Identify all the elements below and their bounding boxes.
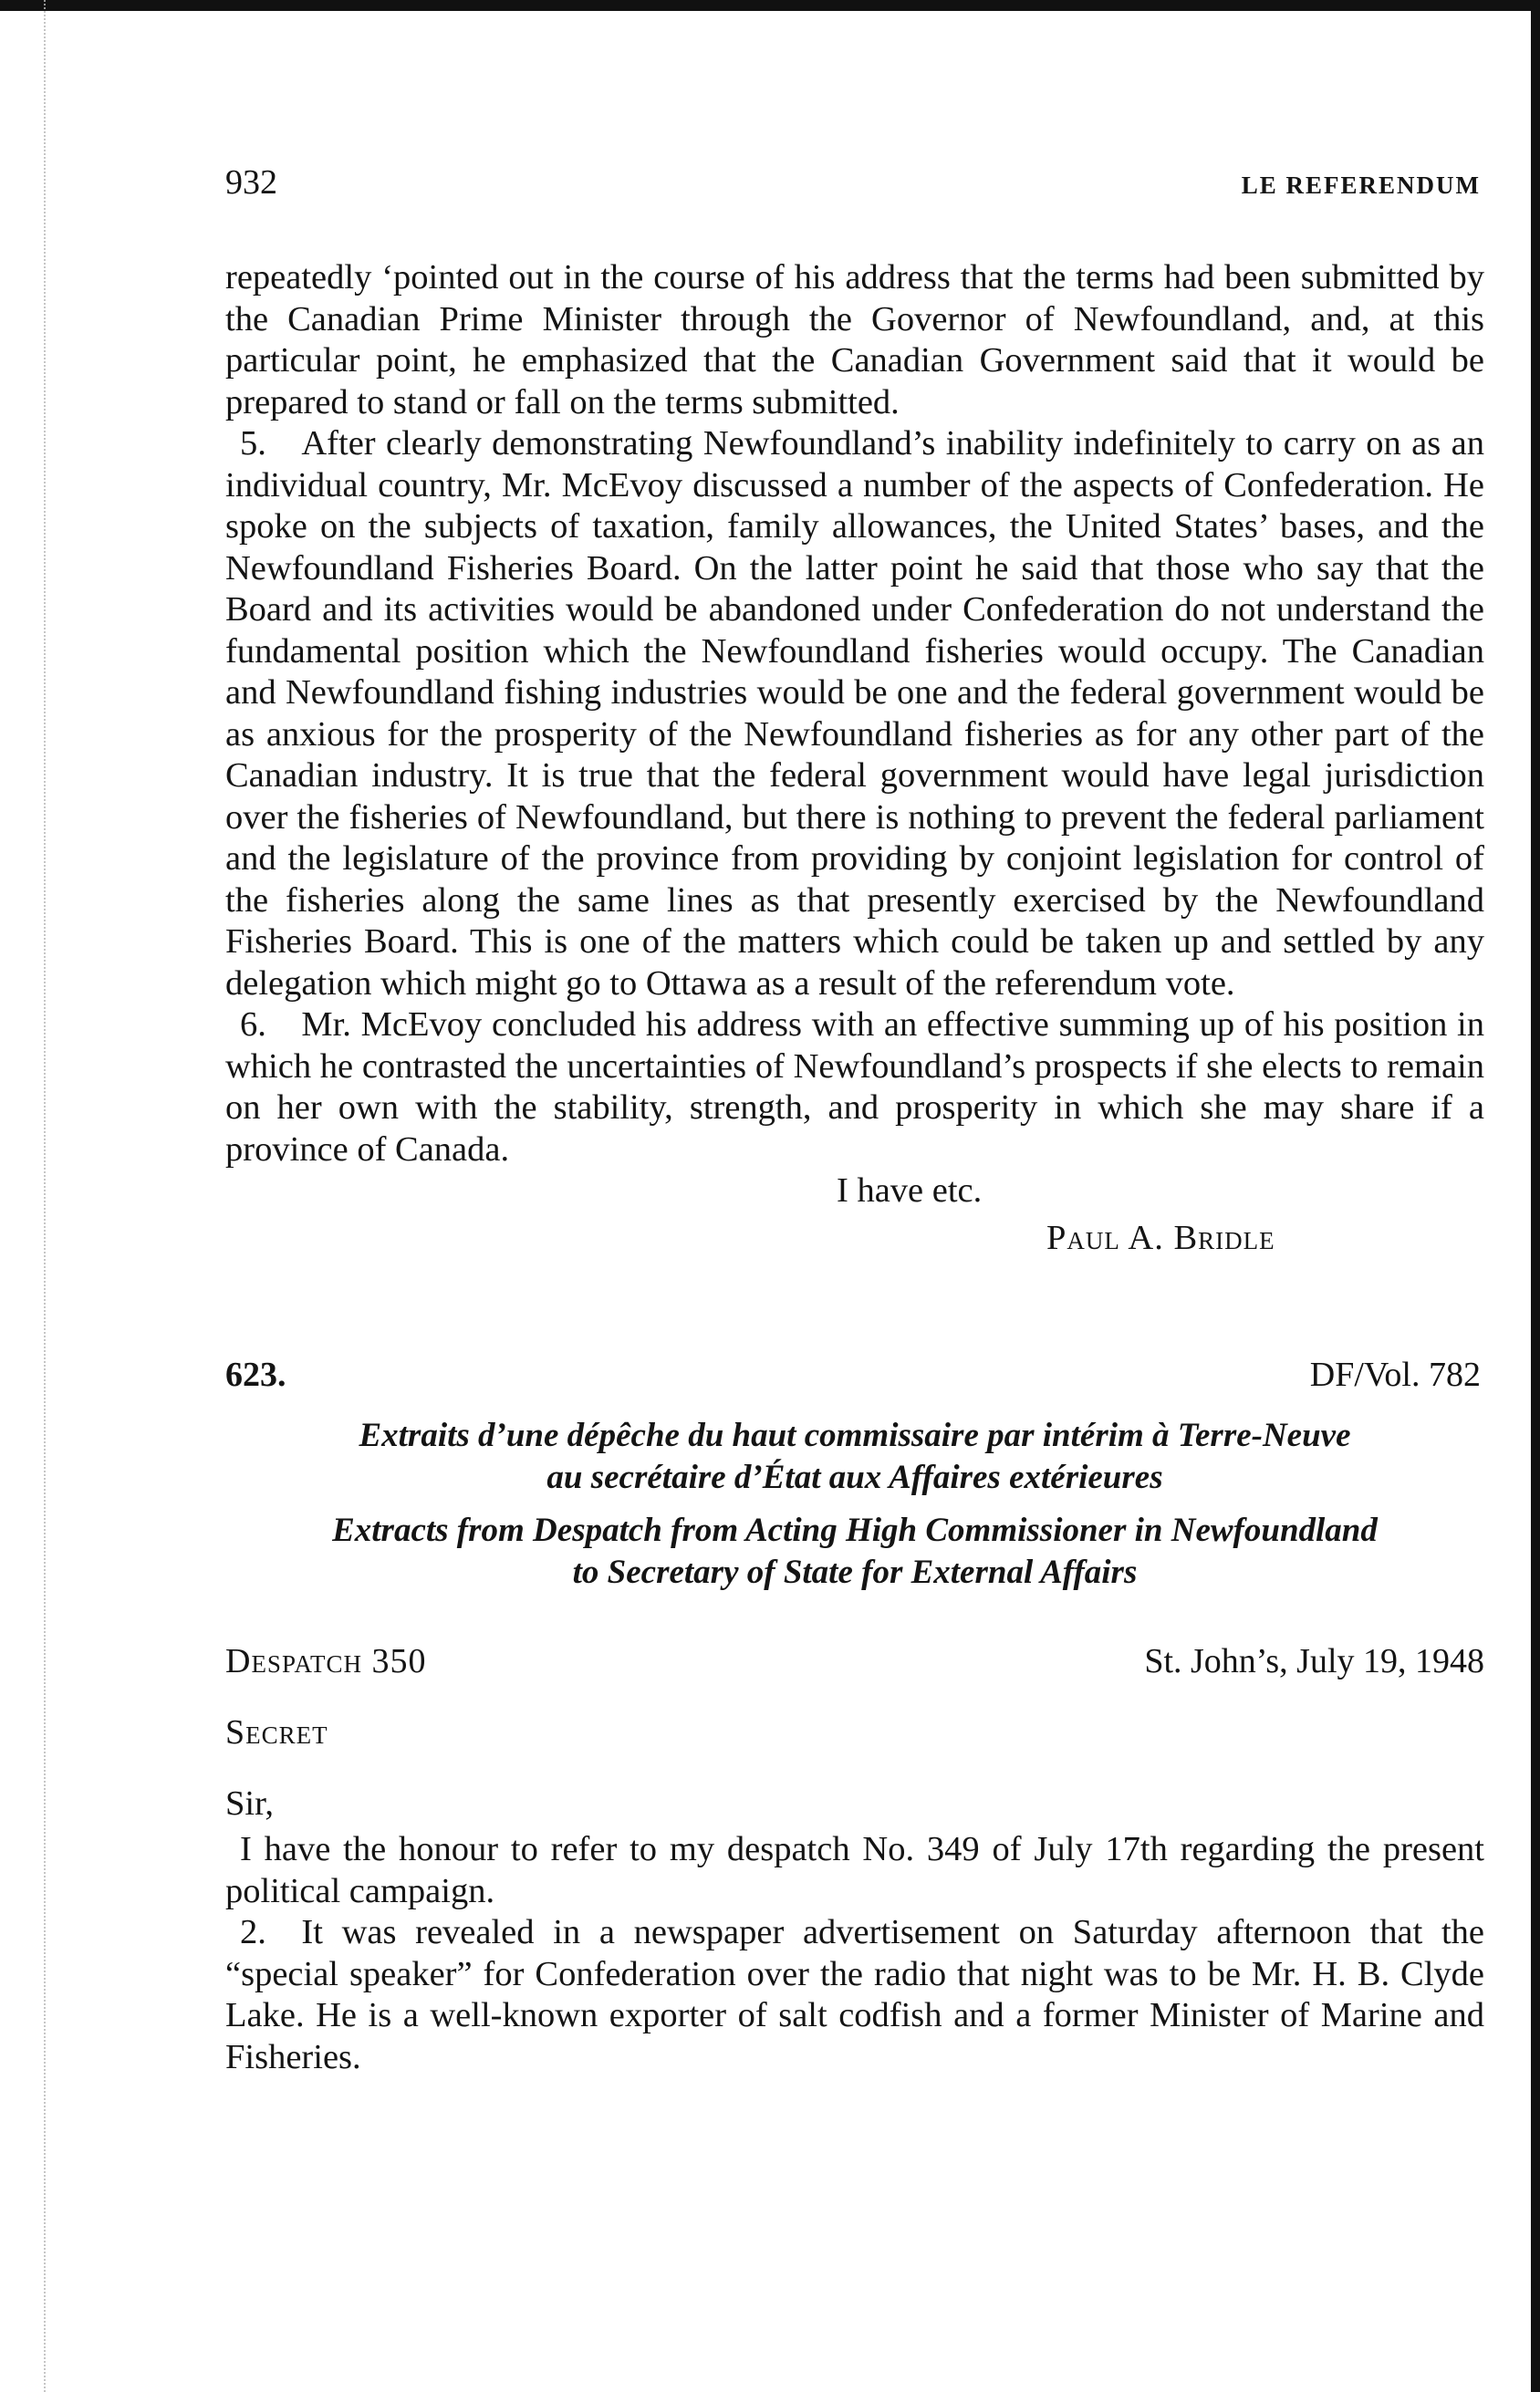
- document-title-english: [225, 1510, 1484, 1594]
- archive-reference: DF/Vol. 782: [1309, 1356, 1481, 1394]
- scan-top-border: [0, 0, 1540, 11]
- document-number: 623.: [225, 1356, 286, 1394]
- title-en-line-2: to Secretary of State for External Affairs: [572, 1554, 1138, 1591]
- despatch-paragraph-2: 2. It was revealed in a newspaper advertisement on Saturday afternoon that the “special speaker” for Confederation over the radio that night was to be Mr. H. B. Clyde Lake. He is a well-known exporter of salt codfish and a former Minister of Marine and Fisheries.: [225, 1913, 1484, 2076]
- book-page: [225, 162, 1484, 2078]
- classification-label: Secret: [225, 1713, 328, 1752]
- scan-right-border: [1531, 0, 1540, 2392]
- despatch-number: Despatch 350: [225, 1642, 427, 1680]
- paragraph-5: 5. After clearly demonstrating Newfoundland’s inability indefinitely to carry on as an individual country, Mr. McEvoy discussed a number of the aspects of Confederation. He spoke on the subjects of taxation, family allowances, the United States’ bases, and the Newfoundland Fisheries Board. On the latter point he said that those who say that the Board and its activities would be abandoned under Confederation do not understand the fundamental position which the Newfoundland fisheries would occupy. The Canadian and Newfoundland fishing industries would be one and the federal government would be as anxious for the prosperity of the Newfoundland fisheries as for any other part of the Canadian industry. It is true that the federal government would have legal jurisdiction over the fisheries of Newfoundland, but there is nothing to prevent the federal parliament and the legislature of the province from providing by conjoint legislation for control of the fisheries along the same lines as that presently exercised by the Newfoundland Fisheries Board. This is one of the matters which could be taken up and settled by any delegation which might go to Ottawa as a result of the referendum vote.: [225, 424, 1484, 1003]
- paragraph-6: 6. Mr. McEvoy concluded his address with an effective summing up of his position in which he contrasted the uncertainties of Newfoundland’s prospects if she elects to remain on her own with the stability, strength, and prosperity in which she may share if a province of Canada.: [225, 1005, 1484, 1169]
- document-title-french: [225, 1415, 1484, 1499]
- place-and-date: St. John’s, July 19, 1948: [1144, 1642, 1484, 1680]
- title-fr-line-2: au secrétaire d’État aux Affaires extérieures: [546, 1459, 1163, 1496]
- page-number: 932: [225, 163, 277, 202]
- running-header: [225, 162, 1484, 203]
- title-en-line-1: Extracts from Despatch from Acting High Commissioner in Newfoundland: [332, 1512, 1378, 1549]
- letter-closing: I have etc.: [837, 1171, 983, 1210]
- letter-signature: Paul A. Bridle: [1046, 1218, 1275, 1257]
- scan-binding-edge: [44, 0, 58, 2392]
- document-header: [225, 1355, 1484, 1395]
- despatch-paragraph-1: I have the honour to refer to my despatch No. 349 of July 17th regarding the present political campaign.: [225, 1830, 1484, 1910]
- paragraph-4-continued: repeatedly ‘pointed out in the course of his address that the terms had been submitted by the Canadian Prime Minister through the Governor of Newfoundland, and, at this particular point, he emphasized that the Canadian Government said that it would be prepared to stand or fall on the terms submitted.: [225, 258, 1484, 421]
- title-fr-line-1: Extraits d’une dépêche du haut commissaire par intérim à Terre-Neuve: [359, 1417, 1351, 1454]
- salutation: Sir,: [225, 1784, 275, 1823]
- running-title: LE REFERENDUM: [1241, 172, 1481, 199]
- despatch-info: [225, 1641, 1484, 1681]
